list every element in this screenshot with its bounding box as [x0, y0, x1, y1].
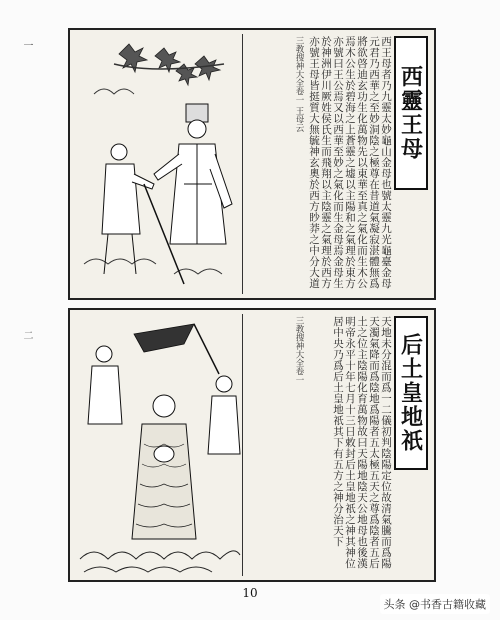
wangmu-woodcut-figure: [74, 34, 242, 298]
houtu-huangdiqi-title: 后土皇地祇: [397, 333, 424, 453]
xiling-wangmu-title-box: [394, 36, 428, 190]
xiling-wangmu-title: 西靈王母: [397, 65, 424, 161]
page-number: 10: [242, 586, 258, 600]
houtu-huangdiqi-title-box: [394, 316, 428, 470]
xiling-wangmu-illustration: [74, 34, 243, 294]
houtu-huangdiqi-panel: [68, 308, 436, 582]
xiling-wangmu-body-text: 西王母者乃九靈太妙龜山金母也號太靈九光龜臺金母元君乃西華之至妙洞陰之極尊在昔道氣凝寂湛體無爲將欲啓迪玄功生化萬物先以東華至真之氣化而生木公焉木公生於碧海之上蒼靈之墟以主陽和之氣理於東方亦號曰王公焉又以西華至妙之氣化而生金母焉金母生於神洲伊川厥姓侯氏生而飛翔以主陰靈之氣理於西方亦號王母皆挺質大無毓神玄奧於西方眇莽之中分大道: [308, 36, 392, 289]
source-watermark: 头条 @书香古籍收藏: [380, 594, 491, 614]
houtu-woodcut-figure: [74, 314, 242, 580]
houtu-huangdiqi-text-area: [246, 314, 430, 576]
xiling-wangmu-text-area: [246, 34, 430, 294]
houtu-huangdiqi-illustration: [74, 314, 243, 576]
margin-mark-bottom: 二: [21, 330, 32, 340]
xiling-wangmu-side-note: 三教搜神大全卷一 王母云: [294, 36, 304, 133]
houtu-huangdiqi-side-note: 三教搜神大全卷一: [294, 316, 304, 384]
xiling-wangmu-panel: [68, 28, 436, 300]
margin-mark-top: 一: [21, 40, 32, 50]
houtu-huangdiqi-body-text: 天地未分混而爲一二儀初判陰陽定位故清氣騰而爲陽天濁氣降而爲陰地爲陽者五太極五天之尊爲陰者五后土之位主陰陽化育萬物故曰天陽地陰天公地母也後漢明帝永平十年七月十三日敕封后土皇地祇之神其神位居中央乃爲后土皇地祇其下有五方之神分治天下: [332, 316, 392, 569]
